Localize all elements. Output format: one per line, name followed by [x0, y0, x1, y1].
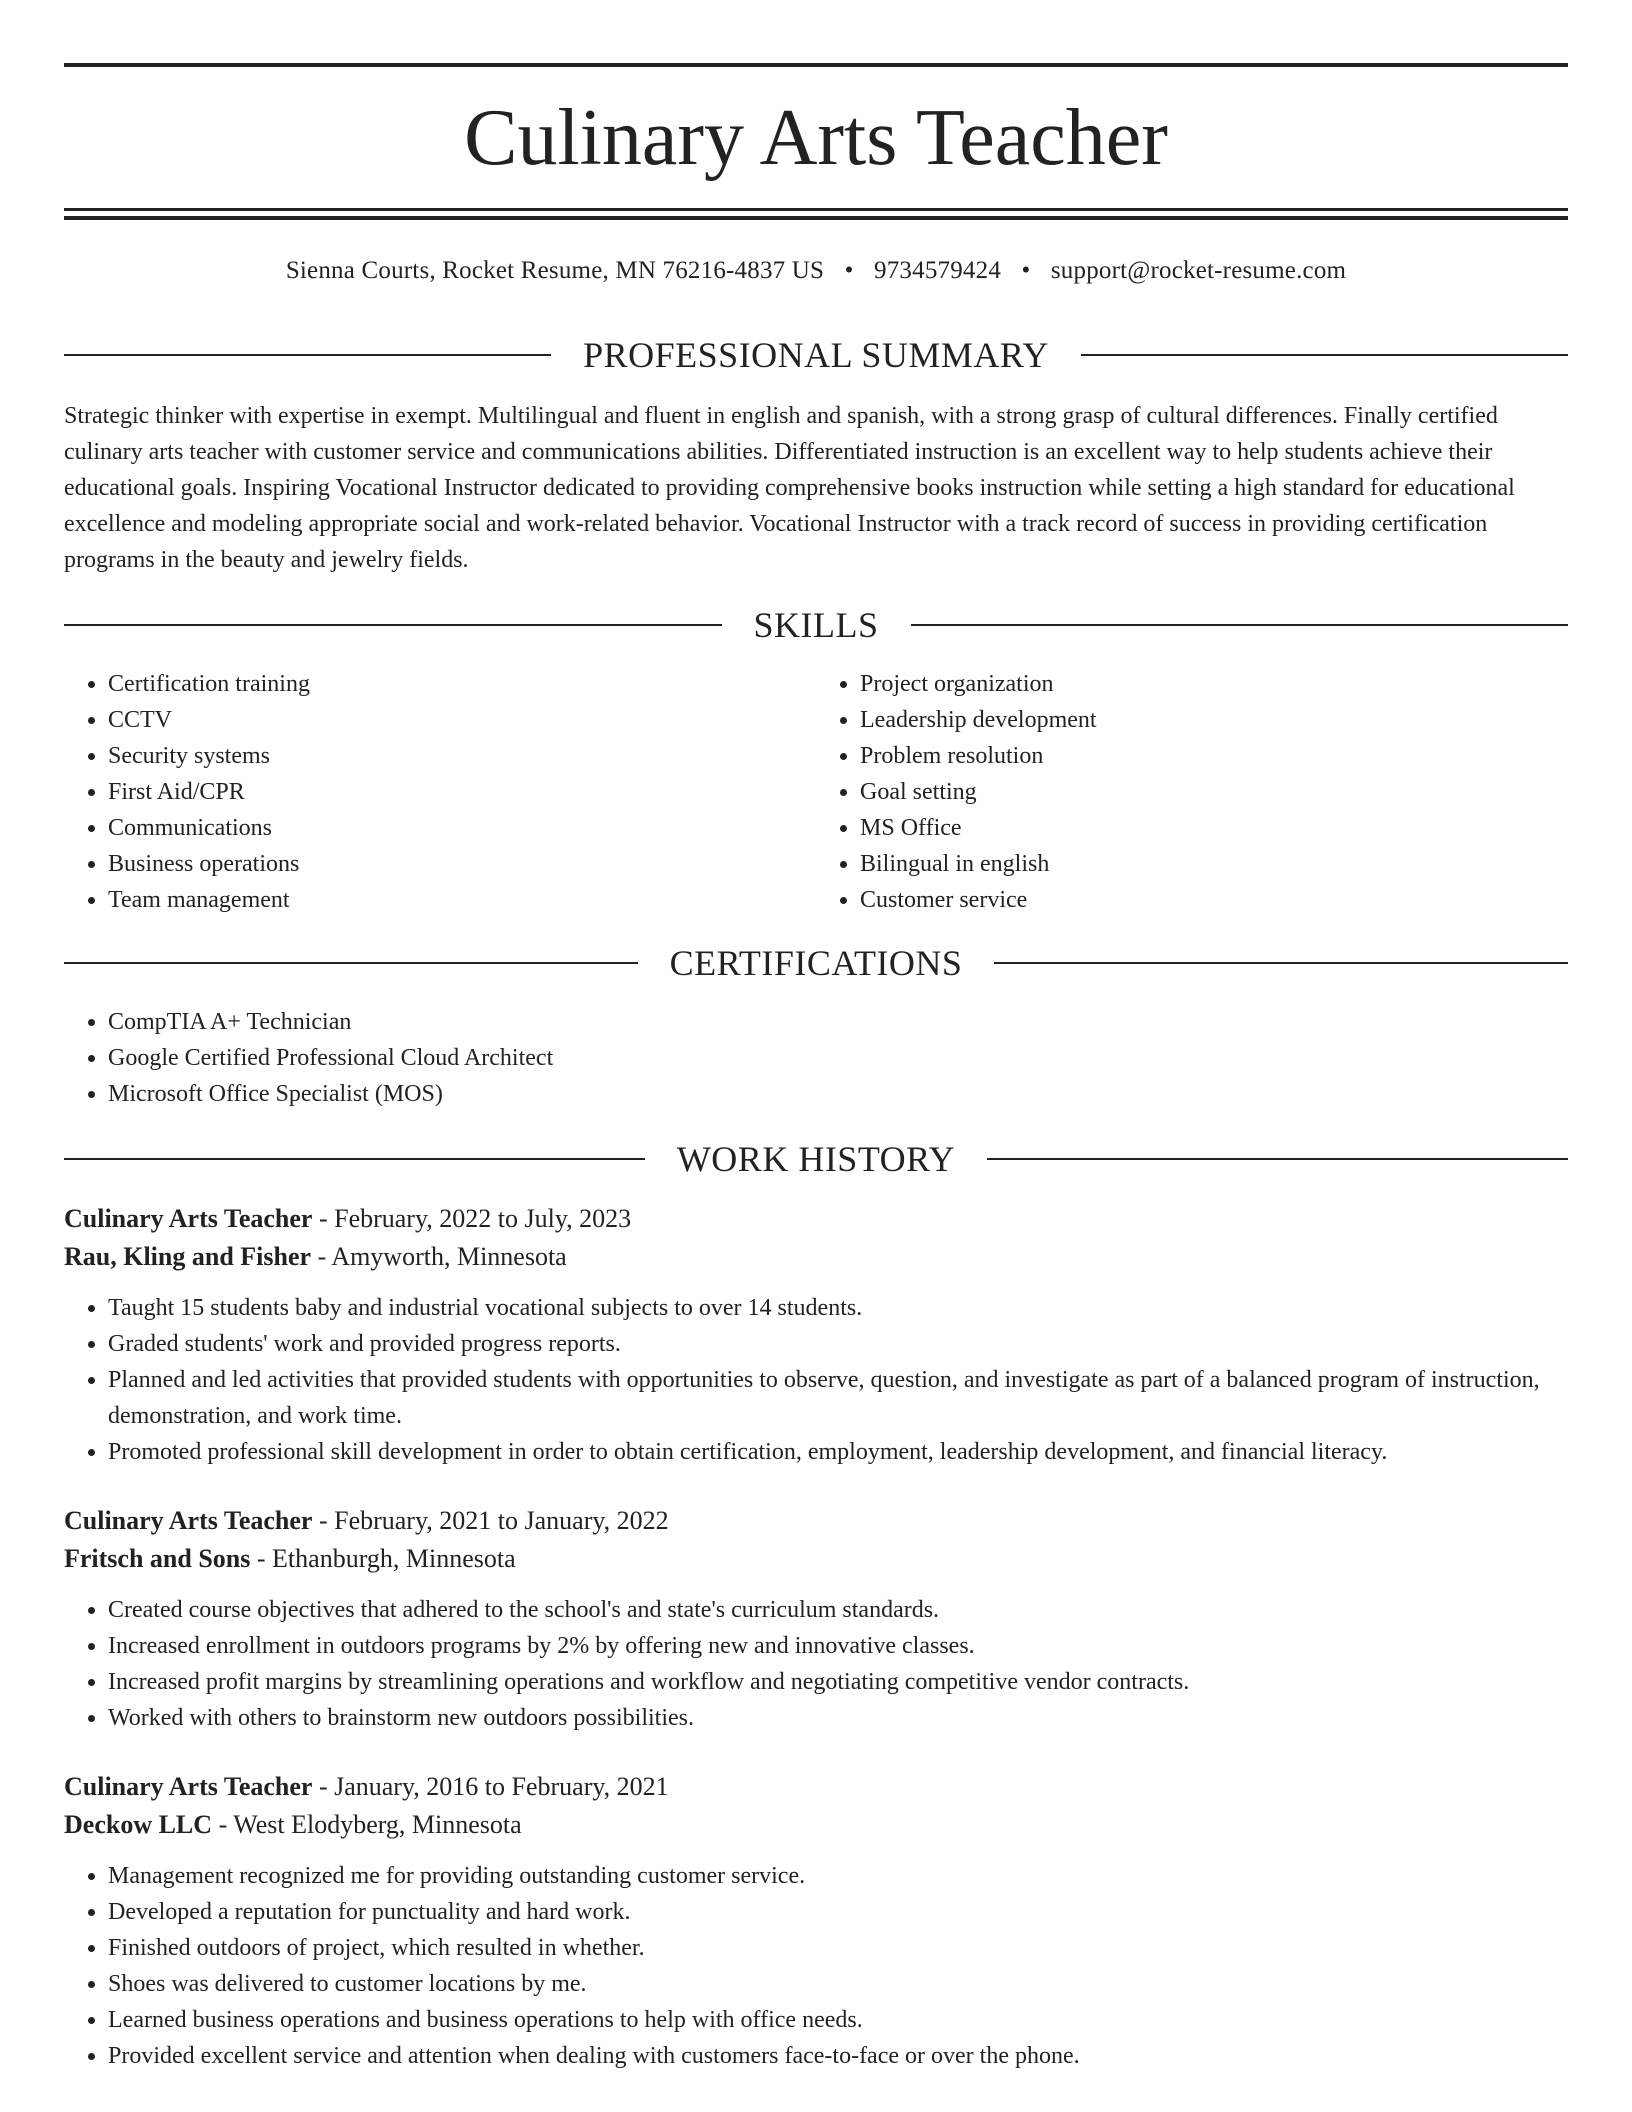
section-rule [1081, 354, 1568, 356]
job-dates: - January, 2016 to February, 2021 [312, 1772, 669, 1801]
section-rule [994, 962, 1568, 964]
resume-title: Culinary Arts Teacher [464, 94, 1168, 182]
job-title: Culinary Arts Teacher [64, 1772, 313, 1801]
skills-heading: SKILLS [753, 605, 879, 645]
skills-columns [64, 666, 1568, 918]
skills-list-right [816, 666, 1568, 918]
skill-item: • CCTV [108, 702, 816, 738]
skill-item: • First Aid/CPR [108, 774, 816, 810]
job-bullets [64, 1858, 1568, 2074]
job-bullet: • Increased profit margins by streamlining operations and workflow and negotiating competitive vendor contracts. [108, 1664, 1568, 1700]
header-bottom-rule-thick [64, 216, 1568, 220]
resume-body [64, 330, 1568, 2074]
work-history-heading: WORK HISTORY [676, 1139, 956, 1179]
job-bullet: • Graded students' work and provided progress reports. [108, 1326, 1568, 1362]
job-title-line [64, 1200, 1568, 1238]
job-entry [64, 1200, 1568, 1470]
job-bullet: • Provided excellent service and attention when dealing with customers face-to-face or over the phone. [108, 2038, 1568, 2074]
skill-item: • Certification training [108, 666, 816, 702]
section-rule [987, 1158, 1568, 1160]
job-company-line [64, 1540, 1568, 1578]
section-rule [64, 624, 722, 626]
skill-item: • MS Office [860, 810, 1568, 846]
certification-item: • CompTIA A+ Technician [108, 1004, 1568, 1040]
section-header [64, 600, 1568, 650]
job-company: Fritsch and Sons [64, 1544, 251, 1573]
skill-item: • Security systems [108, 738, 816, 774]
certification-item: • Microsoft Office Specialist (MOS) [108, 1076, 1568, 1112]
job-bullet: • Taught 15 students baby and industrial vocational subjects to over 14 students. [108, 1290, 1568, 1326]
job-bullet: • Worked with others to brainstorm new outdoors possibilities. [108, 1700, 1568, 1736]
section-rule [64, 1158, 645, 1160]
job-bullet: • Developed a reputation for punctuality and hard work. [108, 1894, 1568, 1930]
job-bullets [64, 1290, 1568, 1470]
skill-item: • Goal setting [860, 774, 1568, 810]
job-bullet: • Increased enrollment in outdoors programs by 2% by offering new and innovative classes. [108, 1628, 1568, 1664]
section-header [64, 938, 1568, 988]
skill-item: • Customer service [860, 882, 1568, 918]
section-rule [64, 962, 638, 964]
contact-phone: 9734579424 [874, 257, 1002, 284]
job-bullets [64, 1592, 1568, 1736]
section-header [64, 330, 1568, 380]
contact-separator: • [1021, 257, 1031, 284]
job-dates: - February, 2021 to January, 2022 [312, 1506, 669, 1535]
certifications-heading: CERTIFICATIONS [669, 943, 963, 983]
certifications-list [64, 1004, 1568, 1112]
header-bottom-rule-thin [64, 208, 1568, 211]
section-header [64, 1134, 1568, 1184]
job-title-line [64, 1768, 1568, 1806]
work-history-section [64, 1134, 1568, 2074]
header-top-rule [64, 63, 1568, 67]
job-entry [64, 1502, 1568, 1736]
skill-item: • Team management [108, 882, 816, 918]
job-bullet: • Planned and led activities that provided students with opportunities to observe, question, and investigate as part of a balanced program of instruction, demonstration, and work time. [108, 1362, 1568, 1434]
job-entry [64, 1768, 1568, 2074]
skills-list-left [64, 666, 816, 918]
skill-item: • Leadership development [860, 702, 1568, 738]
job-bullet: • Promoted professional skill development in order to obtain certification, employment, leadership development, and financial literacy. [108, 1434, 1568, 1470]
job-dates: - February, 2022 to July, 2023 [312, 1204, 632, 1233]
section-rule [911, 624, 1569, 626]
skills-section [64, 600, 1568, 918]
job-bullet: • Learned business operations and business operations to help with office needs. [108, 2002, 1568, 2038]
skill-item: • Business operations [108, 846, 816, 882]
summary-heading: PROFESSIONAL SUMMARY [583, 335, 1049, 375]
skill-item: • Problem resolution [860, 738, 1568, 774]
job-title-line [64, 1502, 1568, 1540]
job-bullet: • Shoes was delivered to customer locations by me. [108, 1966, 1568, 2002]
skill-item: • Project organization [860, 666, 1568, 702]
summary-text: Strategic thinker with expertise in exempt. Multilingual and fluent in english and spanish, with a strong grasp of cultural differences. Finally certified culinary arts teacher with customer service and communications abilities. Differentiated instruction is an excellent way to help students achieve their educational goals. Inspiring Vocational Instructor dedicated to providing comprehensive books instruction while setting a high standard for educational excellence and modeling appropriate social and work-related behavior. Vocational Instructor with a track record of success in providing certification programs in the beauty and jewelry fields. [64, 403, 1515, 573]
job-company-line [64, 1238, 1568, 1276]
skill-item: • Communications [108, 810, 816, 846]
job-company-line [64, 1806, 1568, 1844]
contact-line [64, 254, 1568, 288]
job-location: - Amyworth, Minnesota [311, 1242, 567, 1271]
job-bullet: • Management recognized me for providing outstanding customer service. [108, 1858, 1568, 1894]
job-company: Rau, Kling and Fisher [64, 1242, 312, 1271]
certification-item: • Google Certified Professional Cloud Architect [108, 1040, 1568, 1076]
section-rule [64, 354, 551, 356]
job-bullet: • Created course objectives that adhered to the school's and state's curriculum standards. [108, 1592, 1568, 1628]
contact-email: support@rocket-resume.com [1050, 257, 1347, 284]
job-title: Culinary Arts Teacher [64, 1204, 313, 1233]
job-location: - Ethanburgh, Minnesota [250, 1544, 516, 1573]
contact-address: Sienna Courts, Rocket Resume, MN 76216-4837 US [285, 257, 825, 284]
job-title: Culinary Arts Teacher [64, 1506, 313, 1535]
job-bullet: • Finished outdoors of project, which resulted in whether. [108, 1930, 1568, 1966]
contact-separator: • [844, 257, 854, 284]
summary-section [64, 330, 1568, 578]
skill-item: • Bilingual in english [860, 846, 1568, 882]
job-company: Deckow LLC [64, 1810, 213, 1839]
job-location: - West Elodyberg, Minnesota [212, 1810, 522, 1839]
certifications-section [64, 938, 1568, 1112]
